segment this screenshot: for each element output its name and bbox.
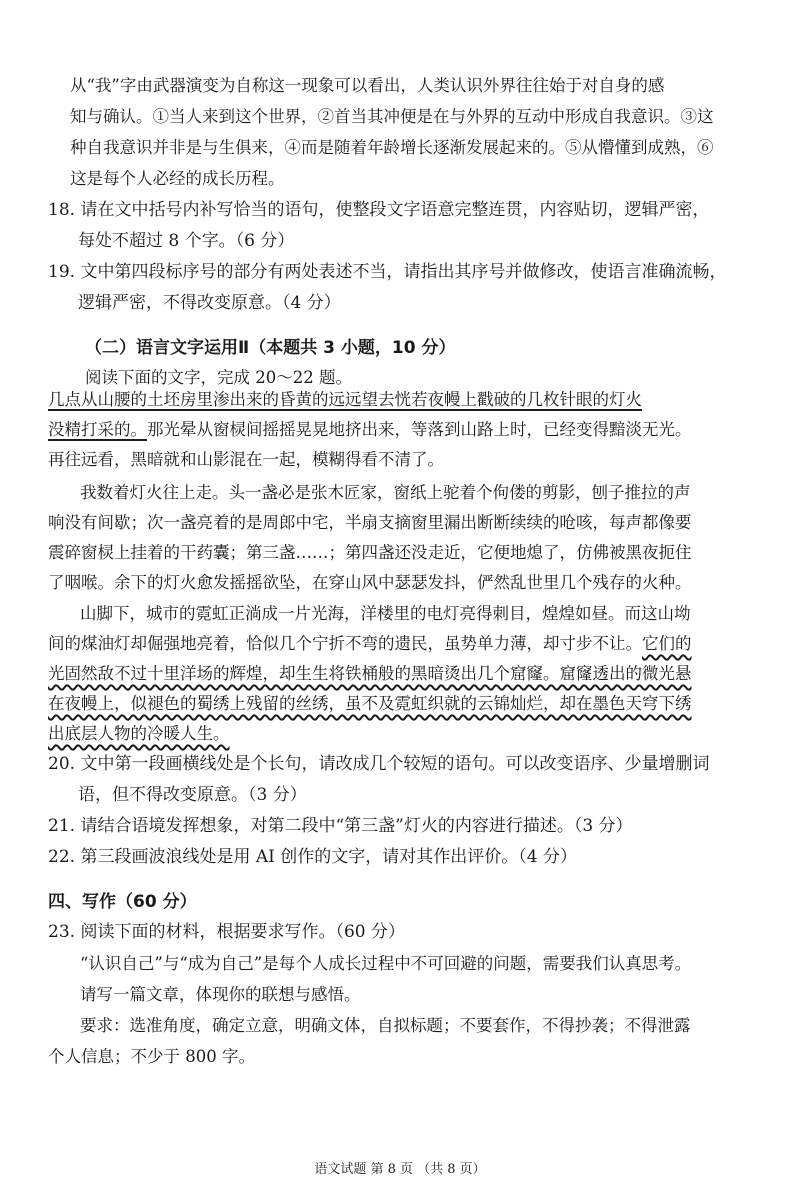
ai-text-wavy-4: 出底层人物的冷暖人生。 [48,724,230,743]
question-20-cont: 语，但不得改变原意。（3 分） [78,785,307,805]
long-sentence-underline-1: 几点从山腰的土坯房里渗出来的昏黄的远远望去恍若夜幔上戳破的几枚针眼的灯火 [48,390,642,409]
writing-instruction: 请写一篇文章，体现你的联想与感悟。 [80,985,361,1004]
para-1-line-1 [48,388,642,412]
intro-line-4: 这是每个人必经的成长历程。 [70,169,285,188]
section-2-instruction: 阅读下面的文字，完成 20～22 题。 [85,368,352,387]
page-footer: 语文试题 第 8 页 （共 8 页） [314,1162,486,1177]
writing-material: “认识自己”与“成为自己”是每个人成长过程中不可回避的问题，需要我们认真思考。 [80,954,692,973]
question-23: 23. 阅读下面的材料，根据要求写作。（60 分） [48,922,405,942]
question-18: 18. 请在文中括号内补写恰当的语句，使整段文字语意完整连贯，内容贴切，逻辑严密， [48,200,710,220]
question-21: 21. 请结合语境发挥想象，对第二段中“第三盏”灯火的内容进行描述。（3 分） [48,816,633,836]
section-2-heading: （二）语言文字运用Ⅱ（本题共 3 小题，10 分） [85,338,456,358]
question-18-cont: 每处不超过 8 个字。（6 分） [78,231,295,251]
writing-requirements-1: 要求：选准角度，确定立意，明确文体，自拟标题；不要套作，不得抄袭；不得泄露 [80,1016,691,1035]
intro-line-3: 种自我意识并非是与生俱来，④而是随着年龄增长逐渐发展起来的。⑤从懵懂到成熟，⑥ [70,138,714,157]
ai-text-wavy-1: 它们的 [642,634,692,653]
ai-text-wavy-3: 在夜幔上，似褪色的蜀绣上残留的丝绣，虽不及霓虹织就的云锦灿烂，却在墨色天穹下绣 [48,694,692,713]
question-19: 19. 文中第四段标序号的部分有两处表述不当，请指出其序号并做修改，使语言准确流畅， [48,262,727,282]
intro-line-1: 从“我”字由武器演变为自称这一现象可以看出，人类认识外界往往始于对自身的感 [70,76,665,95]
para-2-line-4: 了咽喉。余下的灯火愈发摇摇欲坠，在穿山风中瑟瑟发抖，俨然乱世里几个残存的火种。 [48,573,692,592]
intro-line-2: 知与确认。①当人来到这个世界，②首当其冲便是在与外界的互动中形成自我意识。③这 [70,107,714,126]
para-2-line-3: 震碎窗棂上挂着的干药囊；第三盏……；第四盏还没走近，它便地熄了，仿佛被黑夜扼住 [48,543,692,562]
para-3-line-4 [48,692,692,716]
long-sentence-underline-2: 没精打采的。 [48,420,147,439]
writing-requirements-2: 个人信息；不少于 800 字。 [48,1047,255,1066]
para-3-line-2 [48,632,692,656]
question-22: 22. 第三段画波浪线处是用 AI 创作的文字，请对其作出评价。（4 分） [48,847,577,867]
para-1-line-3: 再往远看，黑暗就和山影混在一起，模糊得看不清了。 [48,450,444,469]
para-2-line-2: 响没有间歇；次一盏亮着的是周郎中宅，半扇支摘窗里漏出断断续续的呛咳，每声都像要 [48,513,692,532]
para-3-line-5 [48,722,230,746]
para-3-line-3 [48,662,692,686]
question-20: 20. 文中第一段画横线处是个长句，请改成几个较短的语句。可以改变语序、少量增删词 [48,754,710,774]
section-4-heading: 四、写作（60 分） [48,892,197,912]
ai-text-wavy-2: 光固然敌不过十里洋场的辉煌，却生生将铁桶般的黑暗烫出几个窟窿。窟窿透出的微光悬 [48,664,692,683]
para-1-line-2 [48,418,692,442]
para-3-line-1: 山脚下，城市的霓虹正淌成一片光海，洋楼里的电灯亮得刺目，煌煌如昼。而这山坳 [80,604,691,623]
question-19-cont: 逻辑严密，不得改变原意。（4 分） [78,293,341,313]
para-1-line-2-rest: 那光晕从窗棂间摇摇晃晃地挤出来，等落到山路上时，已经变得黯淡无光。 [147,420,692,439]
para-2-line-1: 我数着灯火往上走。头一盏必是张木匠家，窗纸上驼着个佝偻的剪影，刨子推拉的声 [80,483,691,502]
para-3-line-2-plain: 间的煤油灯却倔强地亮着，恰似几个宁折不弯的遗民，虽势单力薄，却寸步不让。 [48,634,642,653]
